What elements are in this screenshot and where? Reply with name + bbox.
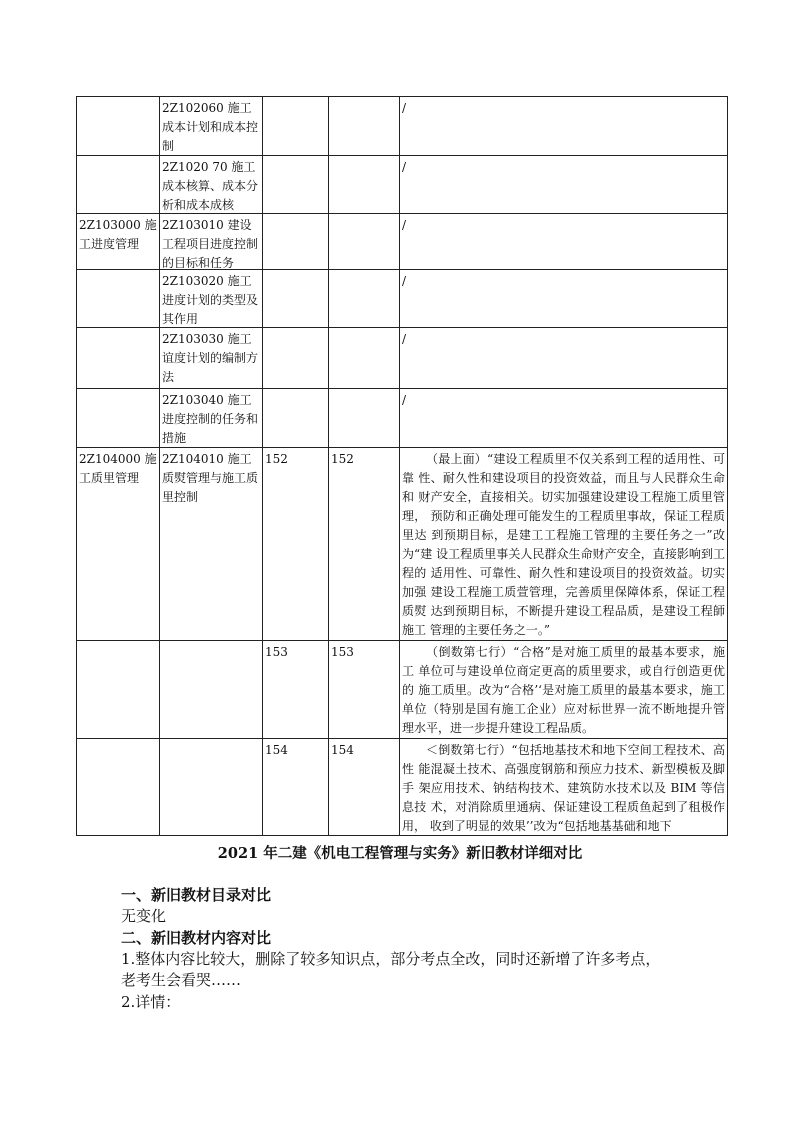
new-page-cell: 154 — [263, 739, 329, 836]
change-text: （最上面）“建设工程质里不仅关系到工程的适用性、可靠 性、耐久性和建设项目的投资效益，而且与人民群众生命和 财产安全，直接相关。切实加强建设建设工程施工质里管理， 预防和正确处理可能发生的工程质里事故，保证工程质里达 到预期目标，是建工工程施工管理的主要任务之一”改为“建 设工程质里事关人民群众生命财产安全，直接影响到工程的 适用性、可靠性、耐久性和建设项目的投资效益。切实加强 建设工程施工质萱管理，完善质里保障体系，保证工程质熨 达到预期目标，不断提升建设工程品质，是建设工程師施工 管理的主要任务之一。” — [402, 452, 725, 637]
paragraph-details: 2.详情： — [121, 993, 181, 1011]
chapter-cell: 2Z104000 施工质里管理 — [77, 448, 160, 641]
change-cell — [400, 641, 728, 739]
section-cell — [160, 97, 263, 156]
table-row — [77, 214, 728, 270]
new-page-cell: 152 — [263, 448, 329, 641]
section-text: 2Z1020 70 施工成本核算、成本分析和成本成核 — [162, 160, 259, 212]
change-cell: / — [400, 97, 728, 156]
table-row — [77, 270, 728, 328]
section-text: 2Z103010 建设工程项目进度控制的目标和任务 — [162, 218, 259, 268]
page-title: 2021 年二建《机电工程管理与实务》新旧教材详细对比 — [217, 845, 583, 862]
change-cell: / — [400, 389, 728, 448]
section-cell — [160, 328, 263, 389]
section-cell — [160, 739, 263, 836]
new-page-cell — [263, 270, 329, 328]
chapter-cell — [77, 641, 160, 739]
old-page-cell — [329, 156, 400, 214]
table-row — [77, 389, 728, 448]
change-cell — [400, 448, 728, 641]
chapter-cell — [77, 156, 160, 214]
section-cell — [160, 270, 263, 328]
paragraph-summary-line-2: 老考生会看哭…… — [121, 971, 242, 989]
section-text: 2Z103040 施工进度控制的任务和措施 — [162, 393, 259, 445]
section-cell — [160, 389, 263, 448]
chapter-cell — [77, 270, 160, 328]
comparison-table — [76, 96, 728, 836]
old-page-cell — [329, 270, 400, 328]
section-cell — [160, 214, 263, 270]
section-cell — [160, 156, 263, 214]
change-text: （倒数第七行）“合格”是对施工质里的最基本要求，施工 单位可与建设单位商定更高的质里要求，或自行创造更优的 施工质里。改为“合格’‘是对施工质里的最基本要求，施工 单位（特别是国有施工企业）应对标世界一流不断地提升管 理水平，进一步提升建设工程品质。 — [402, 645, 725, 735]
old-page-cell: 153 — [329, 641, 400, 739]
section-cell — [160, 641, 263, 739]
new-page-cell — [263, 389, 329, 448]
old-page-cell — [329, 328, 400, 389]
chapter-cell — [77, 328, 160, 389]
section-text: 2Z102060 施工成本计划和成本控制 — [162, 101, 259, 153]
section-cell — [160, 448, 263, 641]
paragraph-summary-line-1: 1.整体内容比较大，删除了较多知识点，部分考点全改，同时还新增了许多考点， — [121, 950, 661, 968]
table-row — [77, 641, 728, 739]
change-cell: / — [400, 328, 728, 389]
paragraph-no-change: 无变化 — [121, 907, 167, 925]
chapter-cell — [77, 389, 160, 448]
chapter-cell — [77, 739, 160, 836]
change-cell: / — [400, 214, 728, 270]
new-page-cell — [263, 214, 329, 270]
chapter-cell: 2Z103000 施工进度管理 — [77, 214, 160, 270]
table-row — [77, 448, 728, 641]
section-heading-2: 二、新旧教材内容对比 — [121, 929, 272, 947]
table-row — [77, 156, 728, 214]
change-text: ＜倒数第七行）“包括地基技术和地下空间工程技术、高性 能混凝土技术、高强度钢筋和预应力技术、新型模板及脚手 架应用技术、钠结构技术、建筑防水技术以及 BIM 等信息技 术，对消除质里通病、保证建设工程质鱼起到了租极作用， 收到了明显的效果’’改为“包括地基基础和地下 — [402, 743, 725, 833]
old-page-cell: 152 — [329, 448, 400, 641]
new-page-cell — [263, 328, 329, 389]
old-page-cell: 154 — [329, 739, 400, 836]
new-page-cell: 153 — [263, 641, 329, 739]
chapter-cell — [77, 97, 160, 156]
new-page-cell — [263, 156, 329, 214]
old-page-cell — [329, 214, 400, 270]
change-cell: / — [400, 270, 728, 328]
table-row — [77, 328, 728, 389]
old-page-cell — [329, 97, 400, 156]
section-heading-1: 一、新旧教材目录对比 — [121, 886, 272, 904]
change-cell: / — [400, 156, 728, 214]
section-text: 2Z103030 施工谊度计划的编制方法 — [162, 332, 259, 384]
new-page-cell — [263, 97, 329, 156]
section-text: 2Z104010 施工质熨管理与施工质里控制 — [162, 452, 259, 504]
table-row — [77, 739, 728, 836]
change-cell — [400, 739, 728, 836]
section-text: 2Z103020 施工进度计划的类型及其作用 — [162, 274, 259, 326]
old-page-cell — [329, 389, 400, 448]
table-row — [77, 97, 728, 156]
